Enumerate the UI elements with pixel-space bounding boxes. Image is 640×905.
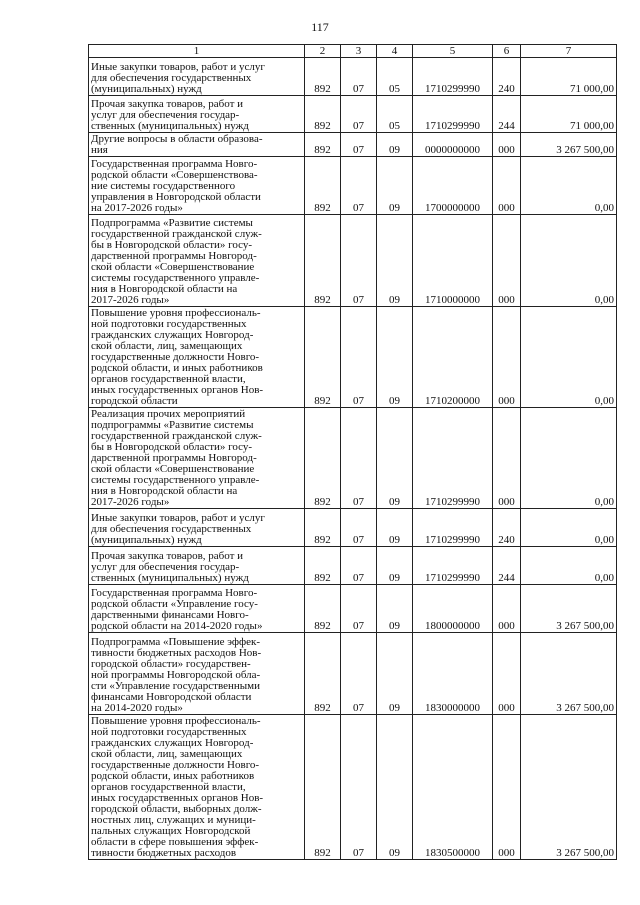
row-description (89, 133, 305, 157)
row-section-code: 07 (341, 157, 377, 215)
row-expense-type-code: 240 (493, 509, 521, 547)
row-amount: 71 000,00 (521, 58, 617, 96)
header-cell-7: 7 (521, 45, 617, 58)
row-description-text: Реализация прочих мероприятий подпрограммы «Развитие системы государственной гражданской служ- бы в Новгородской области» госу- дарственной программы Новгород- ской области «Совершенствование системы государственного управле- ния в Новгородской области на 2017-2026 годы» (91, 408, 262, 508)
row-subsection-code: 09 (377, 633, 413, 715)
table-row (89, 58, 617, 96)
table-header-row (89, 45, 617, 58)
row-subsection-code: 09 (377, 715, 413, 860)
row-expense-type-code: 240 (493, 58, 521, 96)
row-section-code: 07 (341, 585, 377, 633)
row-section-code: 07 (341, 58, 377, 96)
row-admin-code: 892 (305, 408, 341, 509)
row-section-code: 07 (341, 633, 377, 715)
row-amount: 3 267 500,00 (521, 585, 617, 633)
row-expense-type-code: 000 (493, 215, 521, 307)
row-description (89, 633, 305, 715)
row-expense-type-code: 000 (493, 307, 521, 408)
row-target-article-code: 0000000000 (413, 133, 493, 157)
row-section-code: 07 (341, 408, 377, 509)
row-description-text: Иные закупки товаров, работ и услуг для обеспечения государственных (муниципальных) нужд (91, 61, 265, 95)
row-description-text: Другие вопросы в области образова- ния (91, 133, 263, 156)
row-description-text: Государственная программа Новго- родской области «Управление госу- дарственными финансами Новго- родской области на 2014-2020 годы» (91, 587, 263, 632)
row-amount: 0,00 (521, 509, 617, 547)
row-subsection-code: 09 (377, 133, 413, 157)
row-description-text: Подпрограмма «Развитие системы государственной гражданской служ- бы в Новгородской области» госу- дарственной программы Новгород- ской области «Совершенствование системы государственного управле- ния в Новгородской области на 2017-2026 годы» (91, 217, 262, 306)
table-row (89, 215, 617, 307)
row-admin-code: 892 (305, 633, 341, 715)
page-number: 117 (311, 20, 329, 34)
row-admin-code: 892 (305, 509, 341, 547)
row-subsection-code: 09 (377, 585, 413, 633)
table-row (89, 307, 617, 408)
row-subsection-code: 09 (377, 157, 413, 215)
row-subsection-code: 09 (377, 215, 413, 307)
row-section-code: 07 (341, 547, 377, 585)
row-target-article-code: 1800000000 (413, 585, 493, 633)
row-expense-type-code: 000 (493, 715, 521, 860)
row-amount: 0,00 (521, 157, 617, 215)
row-amount: 0,00 (521, 408, 617, 509)
row-target-article-code: 1710299990 (413, 58, 493, 96)
header-cell-2: 2 (305, 45, 341, 58)
row-description (89, 547, 305, 585)
row-description (89, 307, 305, 408)
row-description (89, 58, 305, 96)
row-amount: 3 267 500,00 (521, 633, 617, 715)
row-subsection-code: 09 (377, 547, 413, 585)
header-cell-3: 3 (341, 45, 377, 58)
row-subsection-code: 09 (377, 307, 413, 408)
row-target-article-code: 1710299990 (413, 547, 493, 585)
row-target-article-code: 1710200000 (413, 307, 493, 408)
row-expense-type-code: 000 (493, 133, 521, 157)
row-target-article-code: 1830000000 (413, 633, 493, 715)
row-section-code: 07 (341, 215, 377, 307)
row-description-text: Иные закупки товаров, работ и услуг для обеспечения государственных (муниципальных) нужд (91, 512, 265, 546)
row-expense-type-code: 000 (493, 408, 521, 509)
row-admin-code: 892 (305, 585, 341, 633)
row-expense-type-code: 000 (493, 157, 521, 215)
row-description-text: Прочая закупка товаров, работ и услуг для обеспечения государ- ственных (муниципальных) нужд (91, 550, 249, 584)
table-row (89, 633, 617, 715)
row-amount: 0,00 (521, 215, 617, 307)
row-amount: 3 267 500,00 (521, 133, 617, 157)
row-admin-code: 892 (305, 133, 341, 157)
row-section-code: 07 (341, 133, 377, 157)
row-description-text: Повышение уровня профессиональ- ной подготовки государственных гражданских служащих Новгород- ской области, лиц, замещающих государственные должности Новго- родской области, и иных работников органов государственной власти, иных государственных органов Нов- городской области (91, 307, 264, 407)
row-amount: 3 267 500,00 (521, 715, 617, 860)
row-admin-code: 892 (305, 58, 341, 96)
row-admin-code: 892 (305, 157, 341, 215)
row-amount: 0,00 (521, 547, 617, 585)
row-target-article-code: 1700000000 (413, 157, 493, 215)
row-subsection-code: 05 (377, 58, 413, 96)
row-amount: 0,00 (521, 307, 617, 408)
row-expense-type-code: 000 (493, 585, 521, 633)
row-description (89, 215, 305, 307)
row-amount: 71 000,00 (521, 96, 617, 133)
row-target-article-code: 1710299990 (413, 509, 493, 547)
row-target-article-code: 1710000000 (413, 215, 493, 307)
row-subsection-code: 09 (377, 509, 413, 547)
row-subsection-code: 09 (377, 408, 413, 509)
table-row (89, 547, 617, 585)
table-row (89, 96, 617, 133)
row-description (89, 408, 305, 509)
table-row (89, 715, 617, 860)
row-subsection-code: 05 (377, 96, 413, 133)
table-row (89, 509, 617, 547)
row-section-code: 07 (341, 509, 377, 547)
table-row (89, 585, 617, 633)
header-cell-6: 6 (493, 45, 521, 58)
row-description-text: Повышение уровня профессиональ- ной подготовки государственных гражданских служащих Новгород- ской области, лиц, замещающих государственные должности Новго- родской области, иных работников органов государственной власти, иных государственных органов Нов- городской области, выборных долж- ностных лиц, служащих и муници- пальных служащих Новгородской области в сфере повышения эффек- тивности бюджетных расходов (91, 715, 264, 859)
row-description (89, 715, 305, 860)
row-admin-code: 892 (305, 307, 341, 408)
row-admin-code: 892 (305, 215, 341, 307)
row-description (89, 96, 305, 133)
row-expense-type-code: 000 (493, 633, 521, 715)
row-expense-type-code: 244 (493, 547, 521, 585)
header-cell-1: 1 (89, 45, 305, 58)
header-cell-5: 5 (413, 45, 493, 58)
table-row (89, 408, 617, 509)
row-description (89, 509, 305, 547)
row-description (89, 585, 305, 633)
row-target-article-code: 1710299990 (413, 408, 493, 509)
budget-table (88, 44, 617, 860)
row-target-article-code: 1830500000 (413, 715, 493, 860)
row-description (89, 157, 305, 215)
row-description-text: Государственная программа Новго- родской области «Совершенствова- ние системы государственного управления в Новгородской области на 2017-2026 годы» (91, 158, 261, 214)
row-section-code: 07 (341, 307, 377, 408)
row-target-article-code: 1710299990 (413, 96, 493, 133)
row-section-code: 07 (341, 715, 377, 860)
row-admin-code: 892 (305, 547, 341, 585)
row-expense-type-code: 244 (493, 96, 521, 133)
table-row (89, 133, 617, 157)
row-admin-code: 892 (305, 715, 341, 860)
table-row (89, 157, 617, 215)
row-section-code: 07 (341, 96, 377, 133)
row-description-text: Прочая закупка товаров, работ и услуг для обеспечения государ- ственных (муниципальных) нужд (91, 98, 249, 132)
row-admin-code: 892 (305, 96, 341, 133)
header-cell-4: 4 (377, 45, 413, 58)
row-description-text: Подпрограмма «Повышение эффек- тивности бюджетных расходов Нов- городской области» государствен- ной программы Новгородской обла- сти «Управление государственными финансами Новгородской области на 2014-2020 годы» (91, 636, 262, 714)
